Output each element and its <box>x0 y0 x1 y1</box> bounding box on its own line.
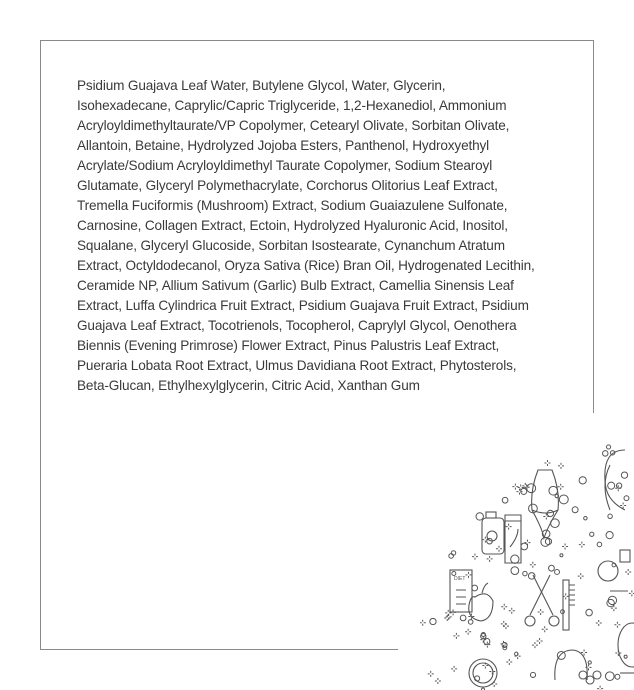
decor-sparkle <box>614 622 620 628</box>
decor-sparkle <box>597 686 603 690</box>
decor-circle <box>476 513 483 520</box>
decor-sparkle <box>428 671 434 677</box>
decor-circle <box>430 618 436 624</box>
decor-sparkle <box>453 633 459 639</box>
decor-circle <box>606 532 613 539</box>
frame-border-left <box>40 40 41 649</box>
decor-sparkle <box>451 666 457 672</box>
decor-circle <box>607 599 614 606</box>
decor-circle <box>549 486 558 495</box>
decor-sparkle <box>501 604 507 610</box>
decor-sparkle <box>544 460 550 466</box>
decor-sparkle <box>629 590 634 596</box>
decor-sparkle <box>506 524 512 530</box>
ingredients-list <box>77 76 577 396</box>
decor-sparkle <box>562 543 568 549</box>
decor-sparkle <box>542 626 548 632</box>
ingredients-line: Acryloyldimethyltaurate/VP Copolymer, Cetearyl Olivate, Sorbitan Olivate, <box>77 118 510 133</box>
decor-circle <box>523 571 527 575</box>
decor-circle <box>603 451 609 457</box>
decor-circle <box>521 543 528 550</box>
woman-face-icon <box>605 450 625 510</box>
decor-sparkle <box>578 573 584 579</box>
decor-circle <box>624 655 627 658</box>
decor-circle <box>502 497 508 503</box>
decor-sparkle <box>512 484 518 490</box>
ingredients-line: Acrylate/Sodium Acryloyldimethyl Taurate Copolymer, Sodium Stearoyl <box>77 158 493 173</box>
scissors-icon <box>525 575 559 626</box>
decor-circle <box>579 477 586 484</box>
frame-border-right <box>593 40 594 413</box>
decor-sparkle <box>625 569 631 575</box>
decor-circle <box>586 609 593 616</box>
perfume-icon <box>598 550 630 591</box>
decor-circle <box>588 661 591 664</box>
frame-border-top <box>40 40 594 41</box>
decor-sparkle <box>466 572 472 578</box>
decor-circle <box>560 554 563 557</box>
decor-sparkle <box>558 484 564 490</box>
decor-circle <box>597 542 602 547</box>
decor-sparkle <box>444 615 450 621</box>
ingredients-line: Allantoin, Betaine, Hydrolyzed Jojoba Esters, Panthenol, Hydroxyethyl <box>77 138 490 153</box>
mirror-icon <box>618 623 634 673</box>
comb-icon <box>563 580 575 630</box>
decor-circle <box>460 615 466 621</box>
decor-sparkle <box>506 659 512 665</box>
decor-sparkle <box>509 608 515 614</box>
decor-circle <box>559 495 568 504</box>
decor-sparkle <box>538 609 544 615</box>
ingredients-line: Extract, Luffa Cylindrica Fruit Extract, Psidium Guajava Fruit Extract, Psidium <box>77 298 529 313</box>
decor-sparkle <box>558 463 564 469</box>
beauty-pattern-illustration <box>420 425 634 690</box>
woman-hair-icon <box>555 650 587 680</box>
ingredients-line: Pueraria Lobata Root Extract, Ulmus Davidiana Root Extract, Phytosterols, <box>77 358 517 373</box>
decor-circle <box>527 484 536 493</box>
decor-sparkle <box>563 593 569 599</box>
decor-sparkle <box>611 605 617 611</box>
decor-circle <box>511 567 519 575</box>
diet-label: DIET <box>454 576 466 582</box>
ingredients-line: Ceramide NP, Allium Sativum (Garlic) Bulb Extract, Camellia Sinensis Leaf <box>77 278 514 293</box>
decor-sparkle <box>465 629 471 635</box>
ingredients-line: Extract, Octyldodecanol, Oryza Sativa (Rice) Bran Oil, Hydrogenated Lecithin, <box>77 258 535 273</box>
decor-sparkle <box>543 513 549 519</box>
decor-circle <box>608 596 616 604</box>
decor-circle <box>452 571 456 575</box>
decor-circle <box>584 516 587 519</box>
decor-circle <box>616 483 621 488</box>
decor-circle <box>549 565 555 571</box>
cosmetic-bottle-icon <box>482 512 504 554</box>
decor-circle <box>621 472 627 478</box>
ingredients-line: Glutamate, Glyceryl Polymethacrylate, Corchorus Olitorius Leaf Extract, <box>77 178 498 193</box>
decor-circle <box>530 672 535 677</box>
ingredients-line: Psidium Guajava Leaf Water, Butylene Glycol, Water, Glycerin, <box>77 78 446 93</box>
ingredients-line: Biennis (Evening Primrose) Flower Extract, Pinus Palustris Leaf Extract, <box>77 338 500 353</box>
decor-circle <box>472 585 478 591</box>
decor-sparkle <box>472 554 478 560</box>
ingredients-line: Carnosine, Collagen Extract, Ectoin, Hydrolyzed Hyaluronic Acid, Inositol, <box>77 218 508 233</box>
decor-sparkle <box>420 620 426 626</box>
flower-icon <box>579 671 601 684</box>
decor-sparkle <box>596 620 602 626</box>
decor-circle <box>608 514 612 518</box>
decor-circle <box>606 445 610 449</box>
decor-circle <box>590 532 594 536</box>
ingredients-line: Guajava Leaf Extract, Tocotrienols, Tocopherol, Caprylyl Glycol, Oenothera <box>77 318 517 333</box>
decor-circle <box>572 507 578 513</box>
decor-sparkle <box>579 542 585 548</box>
frame-border-bottom <box>40 649 398 650</box>
compact-mirror-icon <box>469 659 497 687</box>
decor-sparkle <box>532 642 538 648</box>
decor-sparkle <box>501 621 507 627</box>
decor-circle <box>608 482 615 489</box>
ingredients-line: Isohexadecane, Caprylic/Capric Triglyceride, 1,2-Hexanediol, Ammonium <box>77 98 507 113</box>
decor-sparkle <box>487 556 493 562</box>
decor-sparkle <box>435 678 441 684</box>
ingredients-line: Tremella Fuciformis (Mushroom) Extract, Sodium Guaiazulene Sulfonate, <box>77 198 508 213</box>
decor-sparkle <box>530 562 536 568</box>
decor-sparkle <box>537 638 543 644</box>
ingredients-line: Squalane, Glyceryl Glucoside, Sorbitan Isostearate, Cynanchum Atratum <box>77 238 505 253</box>
decor-circle <box>624 496 629 501</box>
decor-circle <box>605 672 614 681</box>
decor-sparkle <box>496 546 502 552</box>
ingredients-line: Beta-Glucan, Ethylhexylglycerin, Citric Acid, Xanthan Gum <box>77 378 420 393</box>
decor-circle <box>511 555 519 563</box>
decor-circle <box>615 674 620 679</box>
decor-circle <box>468 620 473 625</box>
decor-circle <box>555 569 560 574</box>
